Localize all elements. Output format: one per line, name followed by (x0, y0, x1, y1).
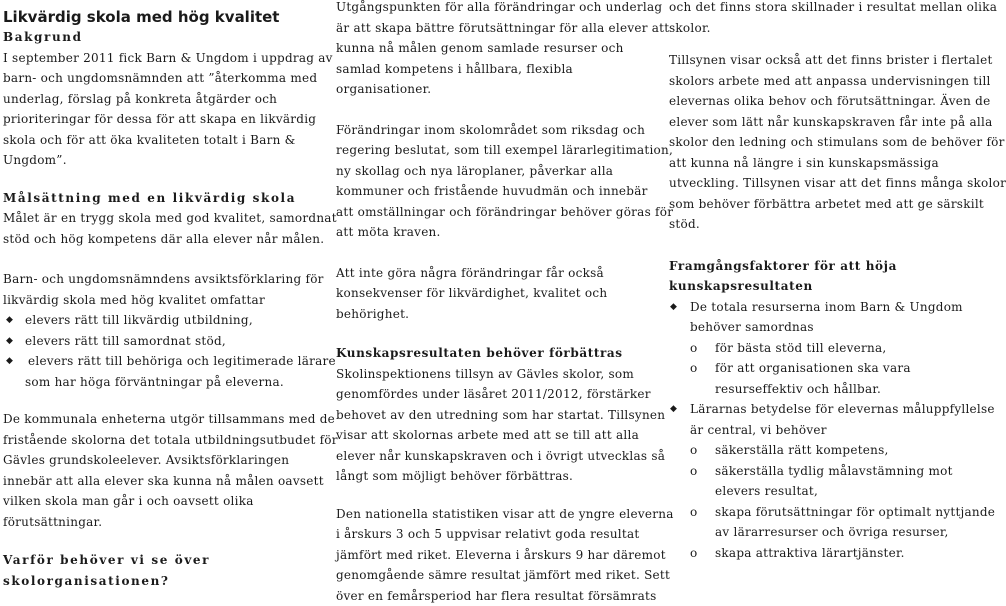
framgang-bullet-list (669, 297, 960, 564)
text-line: I september 2011 fick Barn & Ungdom i uppdrag av (3, 48, 303, 69)
text-line: Ungdom”. (3, 150, 303, 171)
kommunala-paragraph (3, 409, 303, 532)
text-line: utveckling. Tillsynen visar att det finns många skolor (669, 173, 960, 194)
statistik-paragraph (336, 504, 636, 606)
diamond-bullet-icon: ◆ (670, 399, 677, 420)
sub-list-item (690, 461, 960, 502)
text-line: elevernas olika behov och förutsättningar. Även de (669, 91, 960, 112)
text-line: behöver samordnas (690, 317, 960, 338)
framgang-heading (669, 256, 960, 297)
text-line: Gävles grundskoleelever. Avsiktsförklaringen (3, 450, 303, 471)
text-line: Förändringar inom skolområdet som riksdag och (336, 120, 636, 141)
skillnader-paragraph (669, 0, 960, 38)
text-line: underlag, förslag på konkreta åtgärder och (3, 89, 303, 110)
text-line: genomfördes under läsåret 2011/2012, förstärker (336, 384, 636, 405)
text-line: De totala resurserna inom Barn & Ungdom (690, 297, 960, 318)
text-line: av lärarresurser och övriga resurser, (715, 522, 960, 543)
text-line: elevers rätt till likvärdig utbildning, (25, 310, 303, 331)
text-line: för bästa stöd till eleverna, (715, 338, 960, 359)
heading-line: skolorganisationen? (3, 571, 303, 592)
text-line: stöd. (669, 214, 960, 235)
list-item (3, 351, 303, 392)
text-line: kunna nå målen genom samlade resurser och (336, 38, 636, 59)
text-line: som behöver förbättra arbetet med att ge särskilt (669, 194, 960, 215)
text-line: skolors arbete med att anpassa undervisningen till (669, 71, 960, 92)
sub-list-item (690, 338, 960, 359)
text-line: skolor. (669, 18, 960, 39)
text-line: kommuner och fristående huvudmän och innebär (336, 181, 636, 202)
text-line: elevers rätt till samordnat stöd, (25, 331, 303, 352)
column-2 (336, 0, 636, 606)
text-line: är central, vi behöver (690, 420, 960, 441)
sub-list-item (690, 502, 960, 543)
text-line: för att organisationen ska vara (715, 358, 960, 379)
column-3 (669, 0, 960, 563)
text-line: Den nationella statistiken visar att de yngre eleverna (336, 504, 636, 525)
text-line: Målet är en trygg skola med god kvalitet, samordnat (3, 208, 303, 229)
sub-list-item (690, 358, 960, 399)
text-line: likvärdig skola med hög kvalitet omfattar (3, 290, 303, 311)
bakgrund-paragraph (3, 48, 303, 171)
diamond-bullet-icon: ◆ (6, 331, 13, 352)
text-line: elever som lätt når kunskapskraven får inte på alla (669, 112, 960, 133)
text-line: ny skollag och nya läroplaner, påverkar alla (336, 161, 636, 182)
forandringar-paragraph (336, 120, 636, 243)
text-line: konsekvenser för likvärdighet, kvalitet och (336, 283, 636, 304)
diamond-bullet-icon: ◆ (6, 310, 13, 331)
list-item (3, 310, 303, 331)
sub-list (690, 440, 960, 563)
skolinspektionen-paragraph (336, 364, 636, 487)
text-line: organisationer. (336, 79, 636, 100)
circle-bullet-icon: o (690, 440, 697, 461)
text-line: Lärarnas betydelse för elevernas måluppfyllelse (690, 399, 960, 420)
list-item (669, 399, 960, 563)
utgangspunkt-paragraph (336, 0, 636, 100)
text-line: genomgående sämre resultat jämfört med riket. Sett (336, 565, 636, 586)
list-item (669, 297, 960, 400)
text-line: barn- och ungdomsnämnden att ”återkomma med (3, 68, 303, 89)
circle-bullet-icon: o (690, 358, 697, 379)
varfor-heading (3, 550, 303, 591)
column-1 (3, 0, 303, 591)
text-line: skapa förutsättningar för optimalt nyttjande (715, 502, 960, 523)
text-line: i årskurs 3 och 5 uppvisar relativt goda resultat (336, 524, 636, 545)
text-line: samlad kompetens i hållbara, flexibla (336, 59, 636, 80)
tillsyn-paragraph (669, 50, 960, 235)
circle-bullet-icon: o (690, 543, 697, 564)
circle-bullet-icon: o (690, 338, 697, 359)
text-line: skola och för att öka kvaliteten totalt i Barn & (3, 130, 303, 151)
kunskap-heading: Kunskapsresultaten behöver förbättras (336, 343, 636, 364)
sub-list-item (690, 440, 960, 461)
text-line: över en femårsperiod har flera resultat försämrats (336, 586, 636, 606)
sub-list-item (690, 543, 960, 564)
intro-paragraph (3, 269, 303, 310)
text-line: Barn- och ungdomsnämndens avsiktsförklaring för (3, 269, 303, 290)
text-line: att möta kraven. (336, 222, 636, 243)
text-line: behörighet. (336, 304, 636, 325)
text-line: skolor den ledning och stimulans som de behöver för (669, 132, 960, 153)
text-line: stöd och hög kompetens där alla elever når målen. (3, 229, 303, 250)
konsekvenser-paragraph (336, 263, 636, 325)
text-line: resurseffektiv och hållbar. (715, 379, 960, 400)
list-item (3, 331, 303, 352)
text-line: jämfört med riket. Eleverna i årskurs 9 har däremot (336, 545, 636, 566)
text-line: som har höga förväntningar på eleverna. (25, 372, 303, 393)
text-line: långt som möjligt behöver förbättras. (336, 466, 636, 487)
text-line: De kommunala enheterna utgör tillsammans med de (3, 409, 303, 430)
malsattning-heading: Målsättning med en likvärdig skola (3, 188, 303, 209)
text-line: fristående skolorna det totala utbildningsutbudet för (3, 430, 303, 451)
bakgrund-heading: Bakgrund (3, 27, 303, 48)
text-line: regering beslutat, som till exempel lärarlegitimation, (336, 140, 636, 161)
text-line: innebär att alla elever ska kunna nå målen oavsett (3, 471, 303, 492)
heading-line: Varför behöver vi se över (3, 550, 303, 571)
text-line: Tillsynen visar också att det finns brister i flertalet (669, 50, 960, 71)
sub-list (690, 338, 960, 400)
text-line: att kunna nå längre i sin kunskapsmässiga (669, 153, 960, 174)
text-line: visar att skolornas arbete med att se till att alla (336, 425, 636, 446)
text-line: elevers rätt till behöriga och legitimerade lärare (28, 351, 303, 372)
page-title: Likvärdig skola med hög kvalitet (3, 6, 303, 28)
text-line: elevers resultat, (715, 481, 960, 502)
text-line: prioriteringar för dessa för att skapa en likvärdig (3, 109, 303, 130)
circle-bullet-icon: o (690, 461, 697, 482)
text-line: Att inte göra några förändringar får också (336, 263, 636, 284)
text-line: Skolinspektionens tillsyn av Gävles skolor, som (336, 364, 636, 385)
diamond-bullet-icon: ◆ (6, 351, 13, 372)
circle-bullet-icon: o (690, 502, 697, 523)
heading-line: Framgångsfaktorer för att höja (669, 256, 960, 277)
text-line: att omställningar och förändringar behöver göras för (336, 202, 636, 223)
text-line: och det finns stora skillnader i resultat mellan olika (669, 0, 960, 18)
text-line: förutsättningar. (3, 512, 303, 533)
text-line: elever når kunskapskraven och i övrigt utvecklas så (336, 446, 636, 467)
text-line: Utgångspunkten för alla förändringar och underlag (336, 0, 636, 18)
text-line: säkerställa rätt kompetens, (715, 440, 960, 461)
text-line: skapa attraktiva lärartjänster. (715, 543, 960, 564)
text-line: är att skapa bättre förutsättningar för alla elever att (336, 18, 636, 39)
avsikt-bullet-list (3, 310, 303, 392)
text-line: vilken skola man går i och oavsett olika (3, 491, 303, 512)
heading-line: kunskapsresultaten (669, 276, 960, 297)
text-line: behovet av den utredning som har startat. Tillsynen (336, 405, 636, 426)
malsattning-paragraph (3, 208, 303, 249)
text-line: säkerställa tydlig målavstämning mot (715, 461, 960, 482)
diamond-bullet-icon: ◆ (670, 297, 677, 318)
